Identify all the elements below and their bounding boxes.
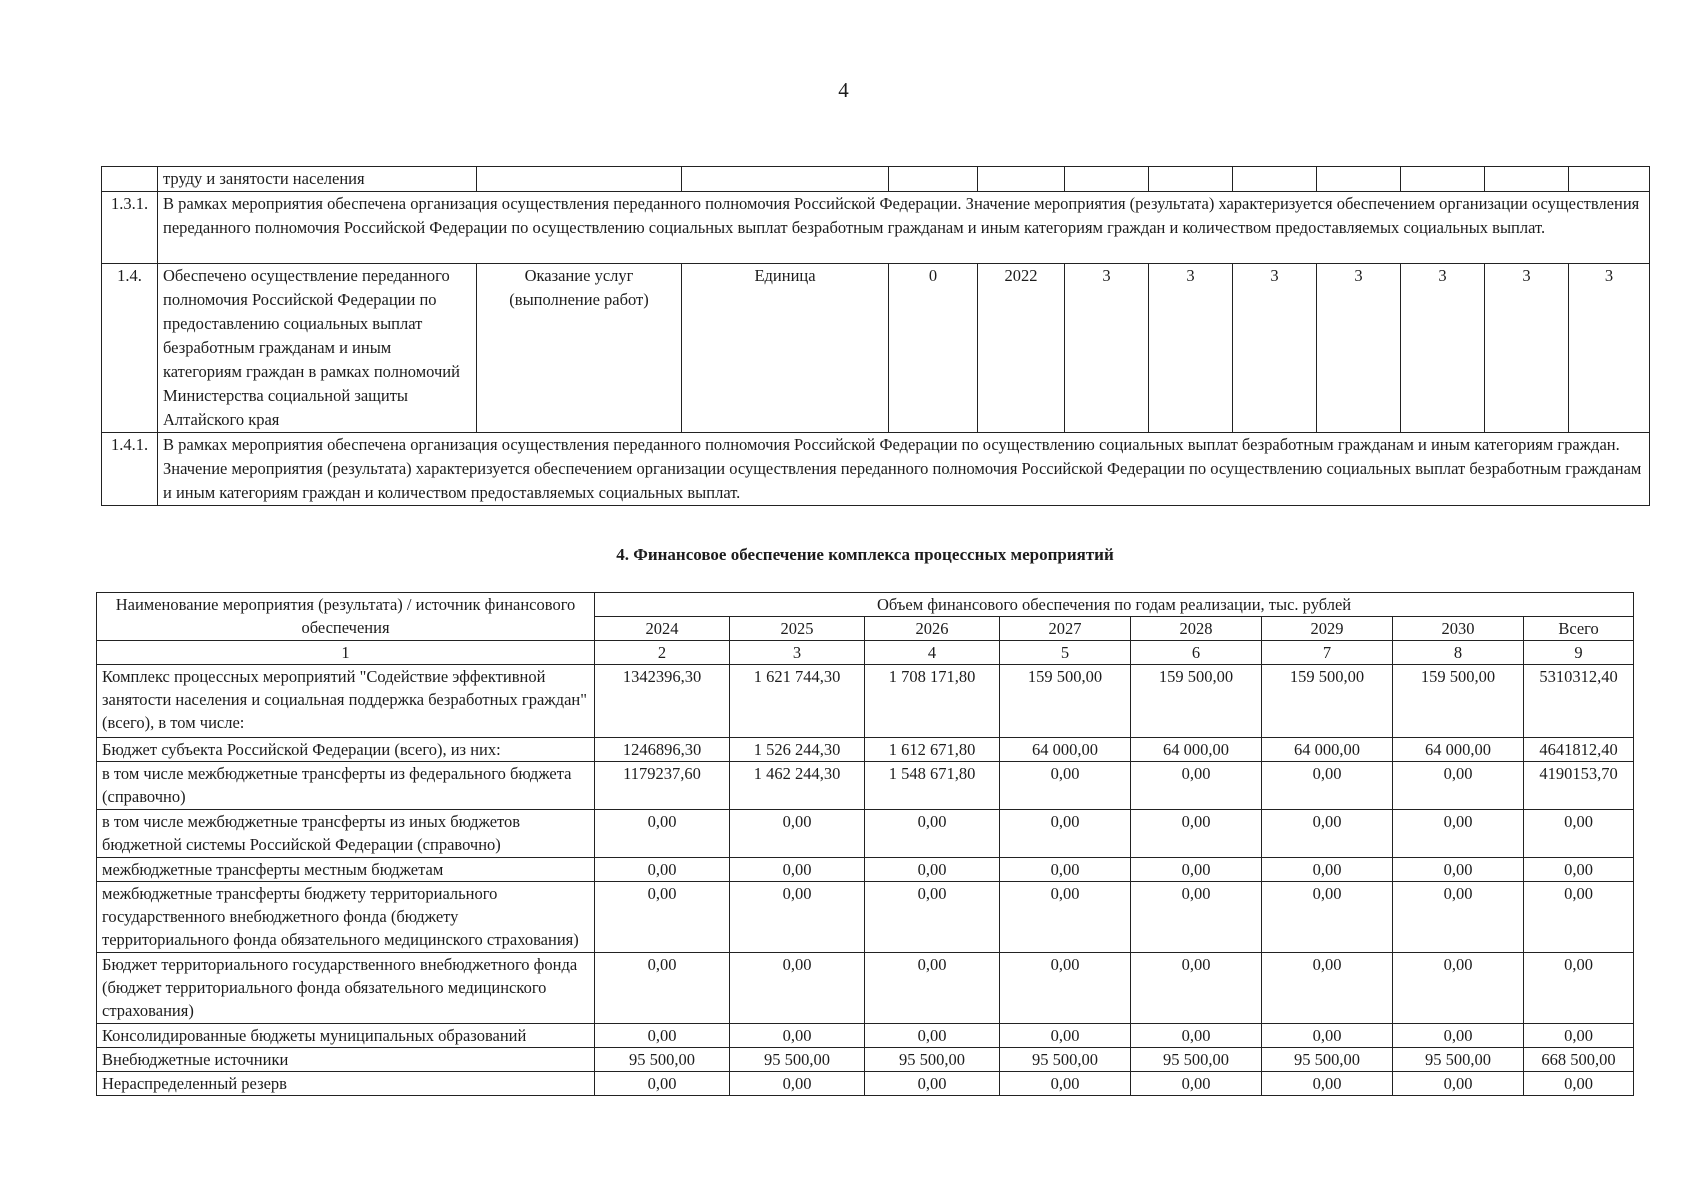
row-amount: 1 708 171,80 — [865, 665, 1000, 738]
column-number-row — [97, 641, 1634, 665]
row-amount: 0,00 — [1524, 1072, 1634, 1096]
row-amount: 0,00 — [1393, 882, 1524, 953]
base-year: 2022 — [978, 264, 1065, 433]
row-amount: 0,00 — [730, 810, 865, 858]
row-amount: 95 500,00 — [865, 1048, 1000, 1072]
row-amount: 0,00 — [1000, 882, 1131, 953]
year-value: 3 — [1317, 264, 1401, 433]
table-row — [102, 433, 1650, 506]
row-amount: 0,00 — [1131, 882, 1262, 953]
row-amount: 0,00 — [865, 882, 1000, 953]
row-amount: 159 500,00 — [1000, 665, 1131, 738]
row-amount: 0,00 — [595, 1024, 730, 1048]
row-amount: 95 500,00 — [1393, 1048, 1524, 1072]
table-row — [97, 1048, 1634, 1072]
year-value: 3 — [1233, 264, 1317, 433]
row-amount: 0,00 — [595, 882, 730, 953]
year-value: 3 — [1569, 264, 1650, 433]
year-header: 2024 — [595, 617, 730, 641]
row-amount: 0,00 — [1262, 762, 1393, 810]
table-row — [102, 192, 1650, 264]
row-amount: 0,00 — [1000, 762, 1131, 810]
row-text: В рамках мероприятия обеспечена организация осуществления переданного полномочия Российской Федерации по осуществлению социальных выплат безработным гражданам и иным категориям граждан. Значение мероприятия (результата) характеризуется обеспечением организации осуществления переданного полномочия Российской Федерации по осуществлению социальных выплат безработным гражданам и иным категориям граждан и количеством предоставляемых социальных выплат. — [158, 433, 1650, 506]
year-value: 3 — [1401, 264, 1485, 433]
row-source-name: межбюджетные трансферты местным бюджетам — [97, 858, 595, 882]
row-amount: 64 000,00 — [1131, 738, 1262, 762]
row-amount: 95 500,00 — [595, 1048, 730, 1072]
row-amount: 159 500,00 — [1393, 665, 1524, 738]
row-amount: 0,00 — [1524, 810, 1634, 858]
row-amount: 0,00 — [1131, 858, 1262, 882]
table-row — [102, 264, 1650, 433]
year-value: 3 — [1149, 264, 1233, 433]
row-amount: 159 500,00 — [1131, 665, 1262, 738]
row-amount: 0,00 — [865, 1072, 1000, 1096]
column-number: 9 — [1524, 641, 1634, 665]
row-amount: 0,00 — [1524, 953, 1634, 1024]
row-amount: 1 462 244,30 — [730, 762, 865, 810]
table-row — [97, 953, 1634, 1024]
row-amount: 0,00 — [1393, 810, 1524, 858]
column-header-volume: Объем финансового обеспечения по годам реализации, тыс. рублей — [595, 593, 1634, 617]
row-amount: 4190153,70 — [1524, 762, 1634, 810]
table-row — [97, 665, 1634, 738]
row-source-name: Внебюджетные источники — [97, 1048, 595, 1072]
column-header-name: Наименование мероприятия (результата) / источник финансового обеспечения — [97, 593, 595, 641]
column-number: 1 — [97, 641, 595, 665]
row-amount: 0,00 — [1000, 810, 1131, 858]
row-amount: 0,00 — [1393, 858, 1524, 882]
row-amount: 0,00 — [1524, 1024, 1634, 1048]
row-amount: 1342396,30 — [595, 665, 730, 738]
row-amount: 0,00 — [595, 810, 730, 858]
row-amount: 159 500,00 — [1262, 665, 1393, 738]
row-amount: 0,00 — [730, 953, 865, 1024]
row-amount: 0,00 — [1524, 882, 1634, 953]
row-amount: 0,00 — [1131, 810, 1262, 858]
table-row — [102, 167, 1650, 192]
row-amount: 0,00 — [1393, 1072, 1524, 1096]
row-amount: 668 500,00 — [1524, 1048, 1634, 1072]
table-row — [97, 1072, 1634, 1096]
row-source-name: Комплекс процессных мероприятий "Содействие эффективной занятости населения и социальная поддержка безработных граждан" (всего), в том числе: — [97, 665, 595, 738]
row-amount: 0,00 — [1000, 953, 1131, 1024]
row-source-name: межбюджетные трансферты бюджету территориального государственного внебюджетного фонда (бюджету территориального фонда обязательного медицинского страхования) — [97, 882, 595, 953]
row-source-name: в том числе межбюджетные трансферты из иных бюджетов бюджетной системы Российской Федерации (справочно) — [97, 810, 595, 858]
row-amount: 0,00 — [1524, 858, 1634, 882]
row-amount: 0,00 — [1393, 953, 1524, 1024]
event-name: Обеспечено осуществление переданного полномочия Российской Федерации по предоставлению социальных выплат безработным гражданам и иным категориям граждан в рамках полномочий Министерства социальной защиты Алтайского края — [158, 264, 477, 433]
row-amount: 95 500,00 — [730, 1048, 865, 1072]
row-amount: 1 621 744,30 — [730, 665, 865, 738]
financing-table — [96, 592, 1634, 1096]
row-amount: 0,00 — [595, 858, 730, 882]
column-number: 7 — [1262, 641, 1393, 665]
row-amount: 0,00 — [1262, 953, 1393, 1024]
row-amount: 1179237,60 — [595, 762, 730, 810]
row-amount: 1 548 671,80 — [865, 762, 1000, 810]
row-amount: 0,00 — [730, 882, 865, 953]
row-number: 1.4.1. — [102, 433, 158, 506]
row-amount: 95 500,00 — [1000, 1048, 1131, 1072]
row-amount: 1 612 671,80 — [865, 738, 1000, 762]
row-amount: 1246896,30 — [595, 738, 730, 762]
row-amount: 0,00 — [1131, 1024, 1262, 1048]
row-amount: 0,00 — [1262, 882, 1393, 953]
table-row — [97, 858, 1634, 882]
results-table-continued — [101, 166, 1650, 506]
row-amount: 0,00 — [730, 858, 865, 882]
row-amount: 0,00 — [1262, 1072, 1393, 1096]
row-amount: 0,00 — [1131, 1072, 1262, 1096]
base-value: 0 — [889, 264, 978, 433]
row-amount: 0,00 — [730, 1072, 865, 1096]
row-amount: 95 500,00 — [1131, 1048, 1262, 1072]
row-text: В рамках мероприятия обеспечена организация осуществления переданного полномочия Российской Федерации. Значение мероприятия (результата) характеризуется обеспечением организации осуществления переданного полномочия Российской Федерации по осуществлению социальных выплат безработным гражданам и иным категориям граждан и количеством предоставляемых социальных выплат. — [158, 192, 1650, 264]
row-amount: 0,00 — [865, 1024, 1000, 1048]
column-number: 8 — [1393, 641, 1524, 665]
row-amount: 0,00 — [1131, 762, 1262, 810]
row-amount: 1 526 244,30 — [730, 738, 865, 762]
row-amount: 0,00 — [1262, 810, 1393, 858]
row-amount: 0,00 — [595, 953, 730, 1024]
financing-rows — [97, 665, 1634, 1096]
column-number: 3 — [730, 641, 865, 665]
row-source-name: Консолидированные бюджеты муниципальных образований — [97, 1024, 595, 1048]
row-amount: 5310312,40 — [1524, 665, 1634, 738]
year-header: Всего — [1524, 617, 1634, 641]
column-number: 6 — [1131, 641, 1262, 665]
row-amount: 0,00 — [595, 1072, 730, 1096]
row-amount: 0,00 — [1393, 762, 1524, 810]
row-amount: 0,00 — [730, 1024, 865, 1048]
year-header: 2030 — [1393, 617, 1524, 641]
row-amount: 0,00 — [1131, 953, 1262, 1024]
row-text: труду и занятости населения — [158, 167, 477, 192]
row-number: 1.4. — [102, 264, 158, 433]
unit: Единица — [682, 264, 889, 433]
column-number: 5 — [1000, 641, 1131, 665]
section-title: 4. Финансовое обеспечение комплекса процессных мероприятий — [616, 545, 1114, 564]
row-amount: 64 000,00 — [1393, 738, 1524, 762]
table-row — [97, 762, 1634, 810]
row-amount: 0,00 — [865, 810, 1000, 858]
table-row — [97, 1024, 1634, 1048]
row-source-name: Бюджет субъекта Российской Федерации (всего), из них: — [97, 738, 595, 762]
row-amount: 0,00 — [1000, 1024, 1131, 1048]
row-amount: 64 000,00 — [1000, 738, 1131, 762]
row-number: 1.3.1. — [102, 192, 158, 264]
column-number: 4 — [865, 641, 1000, 665]
row-amount: 0,00 — [1262, 1024, 1393, 1048]
table-row — [97, 810, 1634, 858]
row-amount: 95 500,00 — [1262, 1048, 1393, 1072]
year-header: 2029 — [1262, 617, 1393, 641]
row-amount: 4641812,40 — [1524, 738, 1634, 762]
column-number: 2 — [595, 641, 730, 665]
year-value: 3 — [1065, 264, 1149, 433]
year-header: 2027 — [1000, 617, 1131, 641]
row-amount: 0,00 — [1262, 858, 1393, 882]
year-value: 3 — [1485, 264, 1569, 433]
row-amount: 64 000,00 — [1262, 738, 1393, 762]
row-amount: 0,00 — [1000, 1072, 1131, 1096]
year-header: 2026 — [865, 617, 1000, 641]
event-type: Оказание услуг (выполнение работ) — [477, 264, 682, 433]
header-row — [97, 593, 1634, 617]
row-source-name: Бюджет территориального государственного внебюджетного фонда (бюджет территориального фонда обязательного медицинского страхования) — [97, 953, 595, 1024]
row-amount: 0,00 — [865, 858, 1000, 882]
page-number: 4 — [838, 78, 849, 102]
year-header: 2025 — [730, 617, 865, 641]
table-row — [97, 738, 1634, 762]
row-source-name: в том числе межбюджетные трансферты из федерального бюджета (справочно) — [97, 762, 595, 810]
row-amount: 0,00 — [1000, 858, 1131, 882]
row-amount: 0,00 — [865, 953, 1000, 1024]
table-row — [97, 882, 1634, 953]
row-amount: 0,00 — [1393, 1024, 1524, 1048]
year-header: 2028 — [1131, 617, 1262, 641]
row-source-name: Нераспределенный резерв — [97, 1072, 595, 1096]
